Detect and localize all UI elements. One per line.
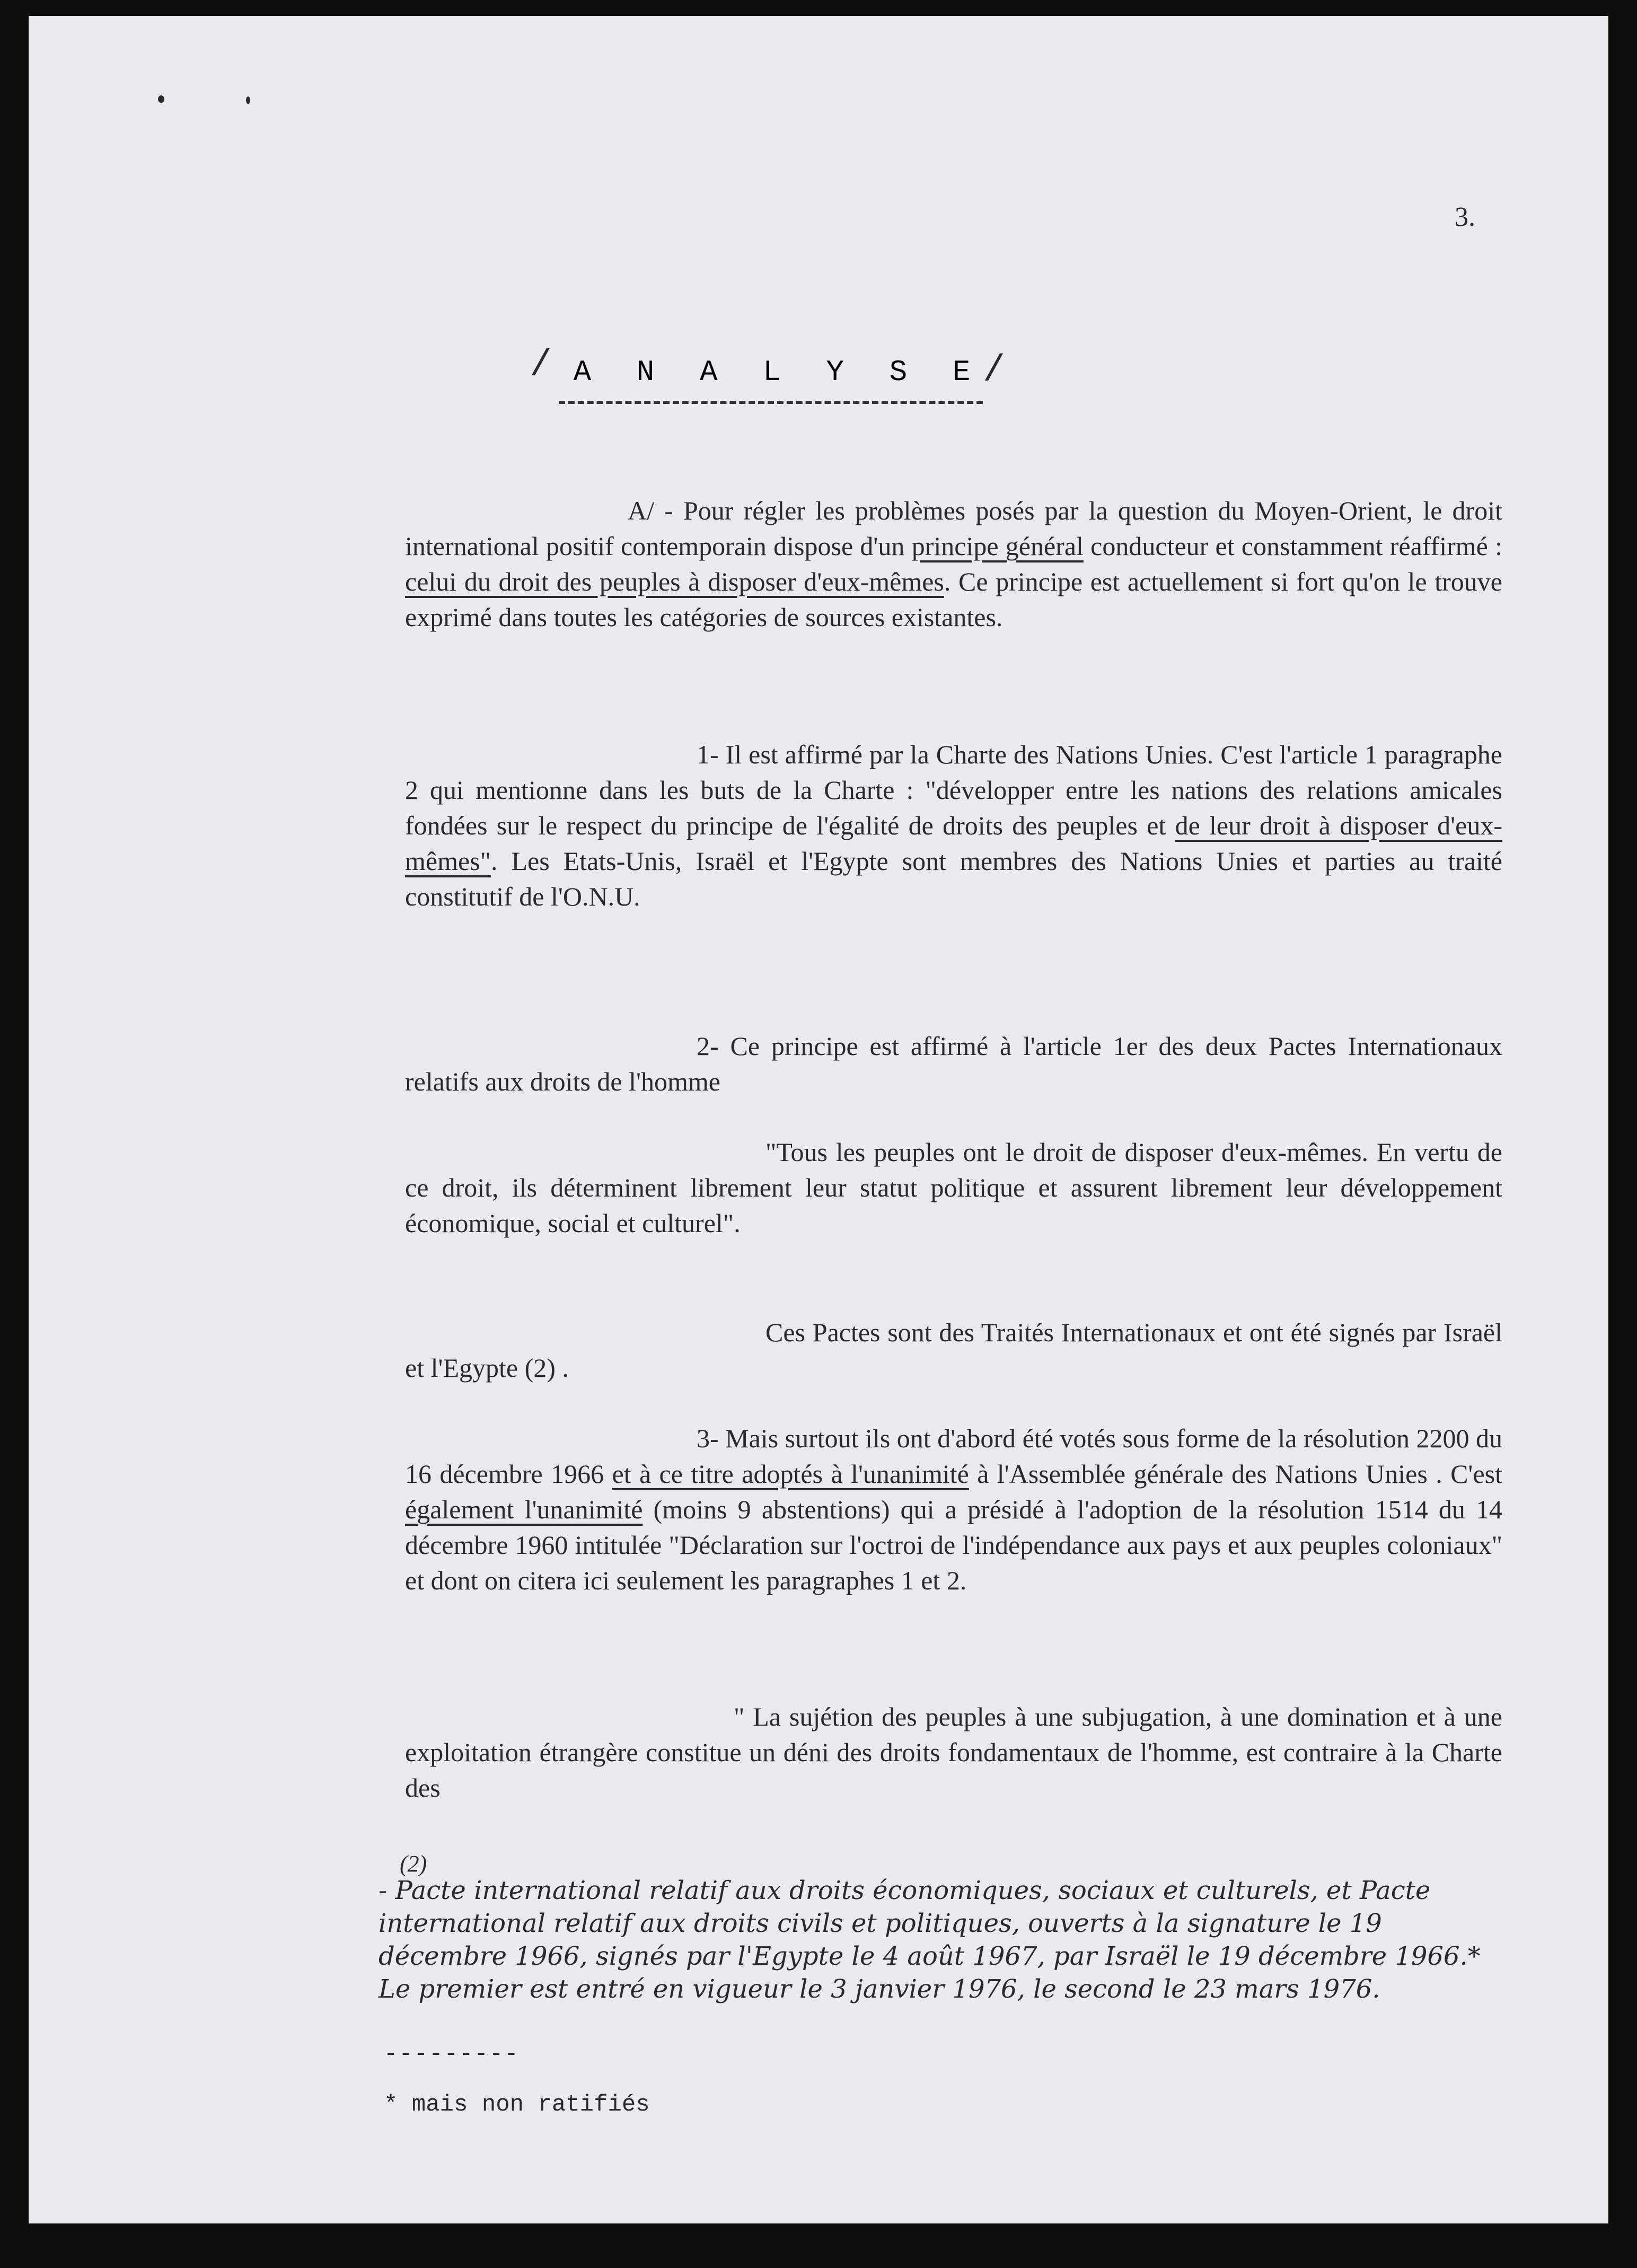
title-slash-left: / [530, 345, 552, 386]
punch-hole [158, 95, 164, 103]
underlined-phrase: et à ce titre adoptés à l'unanimité [612, 1459, 969, 1489]
page-title: A N A L Y S E [573, 355, 984, 389]
footnote-marker: (2) [400, 1851, 427, 1877]
title-slash-right: / [983, 350, 1006, 392]
asterisk-note: * mais non ratifiés [384, 2091, 650, 2118]
underlined-phrase: également l'unanimité [405, 1495, 643, 1524]
document-page [29, 16, 1608, 2223]
quote-pactes: "Tous les peuples ont le droit de disposer d'eux-mêmes. En vertu de ce droit, ils déterminent librement leur statut politique et assurent librement leur développement économique, social et culturel". [405, 1137, 1502, 1238]
section-a-paragraph: A/ - Pour régler les problèmes posés par la question du Moyen-Orient, le droit international positif contemporain dispose d'un principe général conducteur et constamment réaffirmé : celui du droit des peuples à disposer d'eux-mêmes. Ce principe est actuellement si fort qu'on le trouve exprimé dans toutes les catégories de sources existantes. [405, 496, 1502, 632]
footnote-separator: --------- [384, 2041, 520, 2068]
page-number: 3. [1455, 202, 1475, 232]
underlined-phrase: principe général [911, 531, 1084, 561]
pactes-paragraph: Ces Pactes sont des Traités Internationaux et ont été signés par Israël et l'Egypte (2) . [405, 1317, 1502, 1383]
item-3-paragraph: 3- Mais surtout ils ont d'abord été votés sous forme de la résolution 2200 du 16 décembre 1966 et à ce titre adoptés à l'unanimité à l'Assemblée générale des Nations Unies . C'est également l'unanimité (moins 9 abstentions) qui a présidé à l'adoption de la résolution 1514 du 14 décembre 1960 intitulée "Déclaration sur l'octroi de l'indépendance aux pays et aux peuples coloniaux" et dont on citera ici seulement les paragraphes 1 et 2. [405, 1423, 1503, 1595]
underlined-phrase: celui du droit des peuples à disposer d'eux-mêmes [405, 567, 944, 596]
title-underline [559, 401, 983, 404]
item-2-paragraph: 2- Ce principe est affirmé à l'article 1er des deux Pactes Internationaux relatifs aux droits de l'homme [405, 1031, 1502, 1096]
punch-hole [246, 96, 250, 104]
footnote-text: - Pacte international relatif aux droits économiques, sociaux et culturels, et Pacte international relatif aux droits civils et politiques, ouverts à la signature le 19 décembre 1966, signés par l'Egypte le 4 août 1967, par Israël le 19 décembre 1966.* Le premier est entré en vigueur le 3 janvier 1976, le second le 23 mars 1976. [379, 1876, 1481, 2004]
item-1-paragraph: 1- Il est affirmé par la Charte des Nations Unies. C'est l'article 1 paragraphe 2 qui mentionne dans les buts de la Charte : "développer entre les nations des relations amicales fondées sur le respect du principe de l'égalité de droits des peuples et de leur droit à disposer d'eux-mêmes". Les Etats-Unis, Israël et l'Egypte sont membres des Nations Unies et parties au traité constitutif de l'O.N.U. [405, 740, 1502, 911]
quote-resolution-1514: " La sujétion des peuples à une subjugation, à une domination et à une exploitation étrangère constitue un déni des droits fondamentaux de l'homme, est contraire à la Charte des [405, 1702, 1502, 1803]
underlined-phrase: de leur droit à disposer d'eux-mêmes" [405, 811, 1502, 876]
